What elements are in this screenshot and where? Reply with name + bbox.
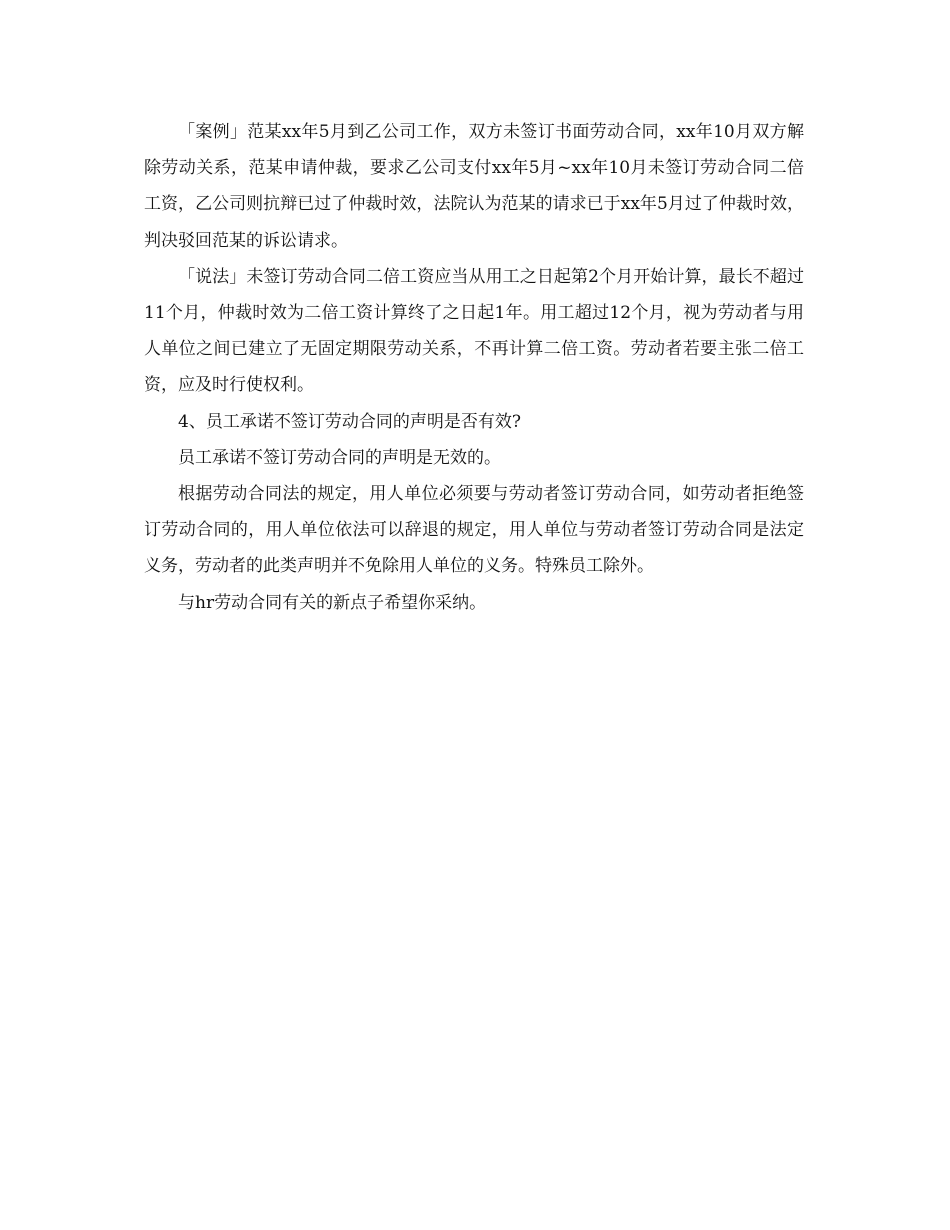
paragraph-question-4: 4、员工承诺不签订劳动合同的声明是否有效? xyxy=(178,411,521,432)
paragraph-explanation: 「说法」未签订劳动合同二倍工资应当从用工之日起第2个月开始计算，最长不超过11个月，仲裁时效为二倍工资计算终了之日起1年。用工超过12个月，视为劳动者与用人单位之间已建立了无固定期限劳动关系，不再计算二倍工资。劳动者若要主张二倍工资，应及时行使权利。 xyxy=(144,266,804,396)
paragraph-closing: 与hr劳动合同有关的新点子希望你采纳。 xyxy=(178,592,487,613)
paragraph-answer: 员工承诺不签订劳动合同的声明是无效的。 xyxy=(178,447,501,468)
paragraph-legal-basis: 根据劳动合同法的规定，用人单位必须要与劳动者签订劳动合同，如劳动者拒绝签订劳动合同的，用人单位依法可以辞退的规定，用人单位与劳动者签订劳动合同是法定义务，劳动者的此类声明并不免除用人单位的义务。特殊员工除外。 xyxy=(144,484,804,577)
paragraph-case: 「案例」范某xx年5月到乙公司工作，双方未签订书面劳动合同，xx年10月双方解除劳动关系，范某申请仲裁，要求乙公司支付xx年5月~xx年10月未签订劳动合同二倍工资，乙公司则抗辩已过了仲裁时效，法院认为范某的请求已于xx年5月过了仲裁时效，判决驳回范某的诉讼请求。 xyxy=(144,122,804,251)
document-body xyxy=(144,114,804,621)
